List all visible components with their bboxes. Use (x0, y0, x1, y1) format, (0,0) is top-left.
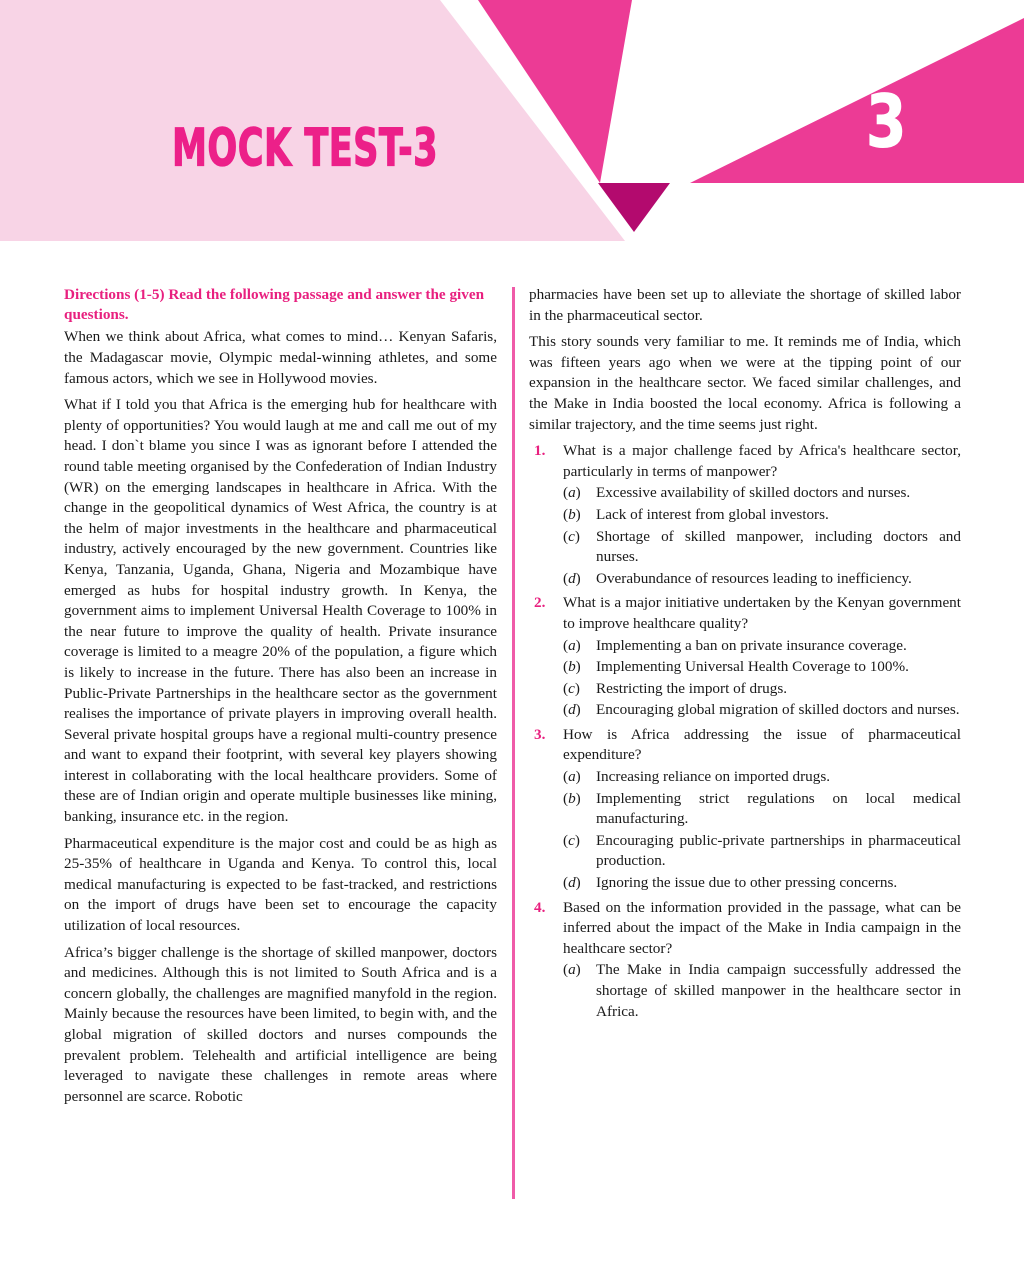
question-text: What is a major challenge faced by Africa's healthcare sector, particularly in terms of manpower? (563, 442, 961, 480)
question-item (529, 441, 961, 589)
test-number-badge: 3 (866, 79, 907, 165)
option-label: (c) (563, 831, 580, 849)
option-label: (a) (563, 961, 581, 979)
answer-option[interactable] (563, 960, 961, 1022)
question-text: How is Africa addressing the issue of pharmaceutical expenditure? (563, 725, 961, 764)
question-number: 1. (534, 442, 546, 460)
question-item (529, 725, 961, 894)
passage-paragraph: When we think about Africa, what comes to mind… Kenyan Safaris, the Madagascar movie, Olympic medal-winning athletes, and some famous actors, which we see in Hollywood movies. (64, 328, 497, 387)
option-text: Encouraging public-private partnerships in pharmaceutical production. (596, 831, 961, 870)
option-label: (a) (563, 636, 581, 654)
option-text: The Make in India campaign successfully addressed the shortage of skilled manpower in the healthcare sector in Africa. (596, 961, 961, 1020)
question-text: What is a major initiative undertaken by the Kenyan government to improve healthcare quality? (563, 594, 961, 632)
option-text: Implementing a ban on private insurance coverage. (596, 636, 907, 654)
question-number: 2. (534, 594, 546, 612)
answer-option[interactable] (563, 679, 961, 700)
left-text-column (64, 285, 497, 1107)
option-text: Restricting the import of drugs. (596, 679, 788, 697)
passage-paragraph: Africa’s bigger challenge is the shortage of skilled manpower, doctors and medicines. Although this is not limited to South Africa and is a concern globally, the challenges are magnified manyfold in the region. Mainly because the resources have been limited, to begin with, and the global migration of skilled doctors and nurses compounds the prevalent problem. Telehealth and artificial intelligence are being leveraged to navigate these challenges in remote areas where personnel are scarce. Robotic (64, 943, 497, 1105)
question-number: 4. (534, 898, 546, 916)
answer-option[interactable] (563, 527, 961, 568)
option-text: Encouraging global migration of skilled doctors and nurses. (596, 701, 960, 719)
option-text: Ignoring the issue due to other pressing concerns. (596, 874, 898, 892)
option-text: Shortage of skilled manpower, including doctors and nurses. (596, 527, 961, 566)
answer-option[interactable] (563, 789, 961, 830)
answer-option[interactable] (563, 873, 961, 894)
question-number: 3. (534, 725, 546, 743)
option-text: Lack of interest from global investors. (596, 505, 829, 523)
answer-option[interactable] (563, 831, 961, 872)
directions-heading: Directions (1-5) Read the following passage and answer the given questions. (64, 286, 485, 324)
option-label: (d) (563, 569, 581, 587)
passage-paragraph: Pharmaceutical expenditure is the major cost and could be as high as 25-35% of healthcare in Uganda and Kenya. To control this, local medical manufacturing is expected to be fast-tracked, and restrictions on the import of drugs have been set to encourage the capacity utilization of local resources. (64, 834, 497, 935)
page-title: MOCK TEST-3 (172, 118, 439, 179)
option-label: (b) (563, 789, 581, 807)
answer-option[interactable] (563, 657, 961, 678)
option-label: (a) (563, 484, 581, 502)
answer-option[interactable] (563, 505, 961, 526)
option-label: (d) (563, 874, 581, 892)
answer-option[interactable] (563, 700, 961, 721)
content-area (0, 245, 1024, 1265)
passage-paragraph: This story sounds very familiar to me. It reminds me of India, which was fifteen years ago when we were at the tipping point of our expansion in the healthcare sector. We faced similar challenges, and the Make in India boosted the local economy. Africa is following a similar trajectory, and the time seems just right. (529, 333, 961, 433)
option-label: (b) (563, 658, 581, 676)
option-text: Overabundance of resources leading to inefficiency. (596, 569, 912, 587)
option-label: (a) (563, 768, 581, 786)
answer-option[interactable] (563, 569, 961, 590)
option-text: Implementing Universal Health Coverage to 100%. (596, 658, 909, 676)
option-label: (d) (563, 701, 581, 719)
passage-paragraph: pharmacies have been set up to alleviate the shortage of skilled labor in the pharmaceutical sector. (529, 286, 961, 324)
question-item (529, 898, 961, 1023)
right-text-column (529, 285, 961, 1026)
option-text: Excessive availability of skilled doctors and nurses. (596, 484, 911, 502)
option-label: (c) (563, 527, 580, 545)
answer-option[interactable] (563, 636, 961, 657)
page-header-banner (0, 0, 1024, 245)
answer-option[interactable] (563, 483, 961, 504)
question-text: Based on the information provided in the passage, what can be inferred about the impact of the Make in India campaign in the healthcare sector? (563, 898, 961, 957)
column-divider (512, 287, 515, 1199)
option-text: Implementing strict regulations on local medical manufacturing. (596, 789, 961, 828)
option-text: Increasing reliance on imported drugs. (596, 768, 831, 786)
passage-paragraph: What if I told you that Africa is the emerging hub for healthcare with plenty of opportunities? You would laugh at me and call me out of my head. I don`t blame you since I was as ignorant before I attended the round table meeting organised by the Confederation of Indian Industry (WR) on the emerging landscapes in healthcare in Africa. With the change in the geopolitical dynamics of West Africa, the country is at the helm of major investments in the healthcare and pharmaceutical industry, actively encouraged by the new government. Countries like Kenya, Tanzania, Uganda, Ghana, Nigeria and Mozambique have emerged as hubs for hospital industry growth. In Kenya, the government aims to implement Universal Health Coverage to 100% in the near future to improve the quality of health. Private insurance coverage is limited to a meagre 20% of the population, a figure which is likely to increase in the future. There has also been an increase in Public-Private Partnerships in the healthcare sector as the government realises the importance of private players in improving overall health. Several private hospital groups have a regional multi-country presence and want to expand their footprint, with several key players showing interest in collaborating with the local healthcare providers. Some of these are of Indian origin and operate multiple businesses like mining, banking, insurance etc. in the region. (64, 396, 497, 826)
option-label: (c) (563, 679, 580, 697)
option-label: (b) (563, 505, 581, 523)
question-item (529, 593, 961, 721)
answer-option[interactable] (563, 767, 961, 788)
